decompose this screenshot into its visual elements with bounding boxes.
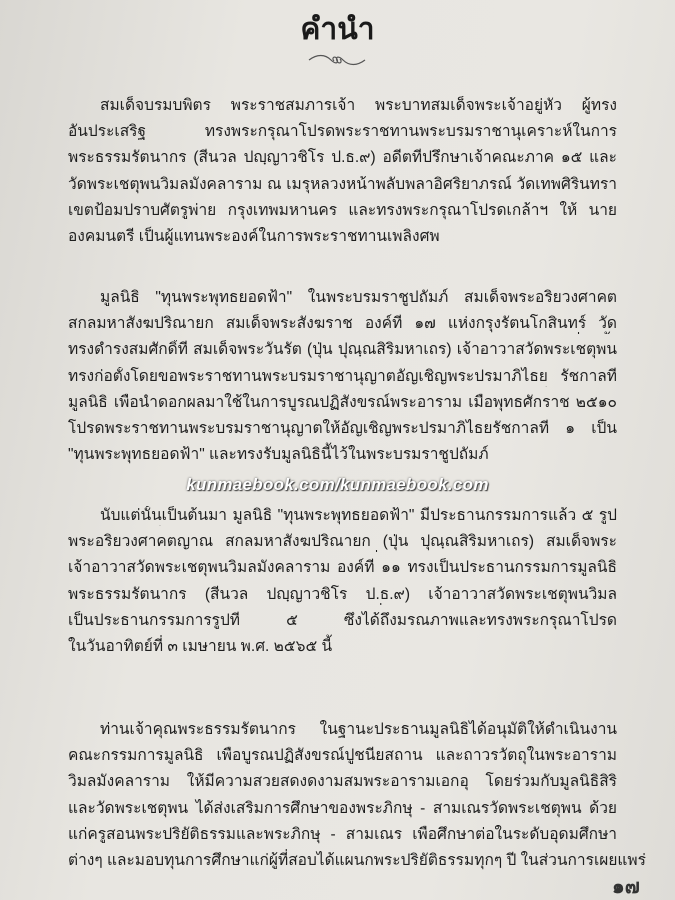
paragraph-1-line: พระธรรมรัตนากร (สีนวล ปญฺญาวชิโร ป.ธ.๙) อดีตที่ปรึกษาเจ้าคณะภาค ๑๕ และ (68, 149, 617, 166)
paragraph-3-line: พระอริยวงศาคตญาณ สกลมหาสังฆปริณายก (ปุ่น ปุณฺณสิริมหาเถร) สมเด็จพระ (68, 533, 617, 550)
paragraph-4-line: ต่างๆ และมอบทุนการศึกษาแก่ผู้ที่สอบได้แผนกพระปริยัติธรรมทุกๆ ปี ในส่วนการเผยแพร่ (68, 852, 646, 869)
paragraph-2-line: สกลมหาสังฆปริณายก สมเด็จพระสังฆราช องค์ที่ ๑๗ แห่งกรุงรัตนโกสินทร์ วัด (68, 315, 617, 332)
watermark: kunmaebook.com/kunmaebook.com (186, 475, 489, 494)
paragraph-1-line: องคมนตรี เป็นผู้แทนพระองค์ในการพระราชทานเพลิงศพ (68, 228, 440, 245)
paragraph-1-line: สมเด็จบรมบพิตร พระราชสมภารเจ้า พระบาทสมเด็จพระเจ้าอยู่หัว ผู้ทรง (100, 97, 617, 114)
page-title: คำนำ (300, 13, 375, 46)
page-number: ๑๗ (612, 876, 640, 898)
paragraph-2-line: มูลนิธิ "ทุนพระพุทธยอดฟ้า" ในพระบรมราชูปถัมภ์ สมเด็จพระอริยวงศาคต (100, 289, 617, 306)
paragraph-2-line: ทรงดำรงสมศักดิ์ที่ สมเด็จพระวันรัต (ปุ่น ปุณฺณสิริมหาเถร) เจ้าอาวาสวัดพระเชตุพน (68, 341, 617, 358)
paragraph-2-line: "ทุนพระพุทธยอดฟ้า" และทรงรับมูลนิธินี้ไว้ในพระบรมราชูปถัมภ์ (68, 446, 489, 463)
paragraph-3-line: เจ้าอาวาสวัดพระเชตุพนวิมลมังคลาราม องค์ที่ ๑๑ ทรงเป็นประธานกรรมการมูลนิธิ (68, 559, 617, 576)
paragraph-3-line: ในวันอาทิตย์ที่ ๓ เมษายน พ.ศ. ๒๕๖๕ นี้ (68, 638, 333, 655)
paragraph-4-line: และวัดพระเชตุพน ได้ส่งเสริมการศึกษาของพระภิกษุ - สามเณรวัดพระเชตุพน ด้วย (68, 800, 617, 817)
paragraph-2-line: มูลนิธิ เพื่อนำดอกผลมาใช้ในการบูรณปฏิสังขรณ์พระอาราม เมื่อพุทธศักราช ๒๕๑๐ (68, 394, 617, 411)
paragraph-3-line: พระธรรมรัตนากร (สีนวล ปญฺญาวชิโร ป.ธ.๙) เจ้าอาวาสวัดพระเชตุพนวิมล (68, 586, 617, 603)
paragraph-4-line: แก่ครูสอนพระปริยัติธรรมและพระภิกษุ - สามเณร เพื่อศึกษาต่อในระดับอุดมศึกษา (68, 826, 617, 843)
paragraph-2-line: ทรงก่อตั้งโดยขอพระราชทานพระบรมราชานุญาตอัญเชิญพระปรมาภิไธย รัชกาลที่ (68, 368, 617, 385)
paragraph-1-line: เขตป้อมปราบศัตรูพ่าย กรุงเทพมหานคร และทรงพระกรุณาโปรดเกล้าฯ ให้ นาย (68, 202, 617, 219)
ornament-divider-icon (307, 52, 367, 68)
paragraph-4-line: วิมลมังคลาราม ให้มีความสวยสดงดงามสมพระอารามเอกอุ โดยร่วมกับมูลนิธิสิริ (68, 773, 617, 790)
paragraph-2-line: โปรดพระราชทานพระบรมราชานุญาตให้อัญเชิญพระปรมาภิไธยรัชกาลที่ ๑ เป็น (68, 420, 617, 437)
paragraph-1-line: อันประเสริฐ ทรงพระกรุณาโปรดพระราชทานพระบรมราชานุเคราะห์ในการ (68, 123, 617, 140)
paragraph-3-line: นับแต่นั้นเป็นต้นมา มูลนิธิ "ทุนพระพุทธยอดฟ้า" มีประธานกรรมการแล้ว ๕ รูป (100, 507, 617, 524)
paragraph-4-line: คณะกรรมการมูลนิธิ เพื่อบูรณปฏิสังขรณ์ปูชนียสถาน และถาวรวัตถุในพระอาราม (68, 747, 617, 764)
paragraph-1-line: วัดพระเชตุพนวิมลมังคลาราม ณ เมรุหลวงหน้าพลับพลาอิศริยาภรณ์ วัดเทพศิรินทรา (68, 176, 617, 193)
paragraph-4-line: ท่านเจ้าคุณพระธรรมรัตนากร ในฐานะประธานมูลนิธิได้อนุมัติให้ดำเนินงาน (100, 721, 617, 738)
paragraph-3-line: เป็นประธานกรรมการรูปที่ ๕ ซึ่งได้ถึงมรณภาพและทรงพระกรุณาโปรด (68, 612, 617, 629)
